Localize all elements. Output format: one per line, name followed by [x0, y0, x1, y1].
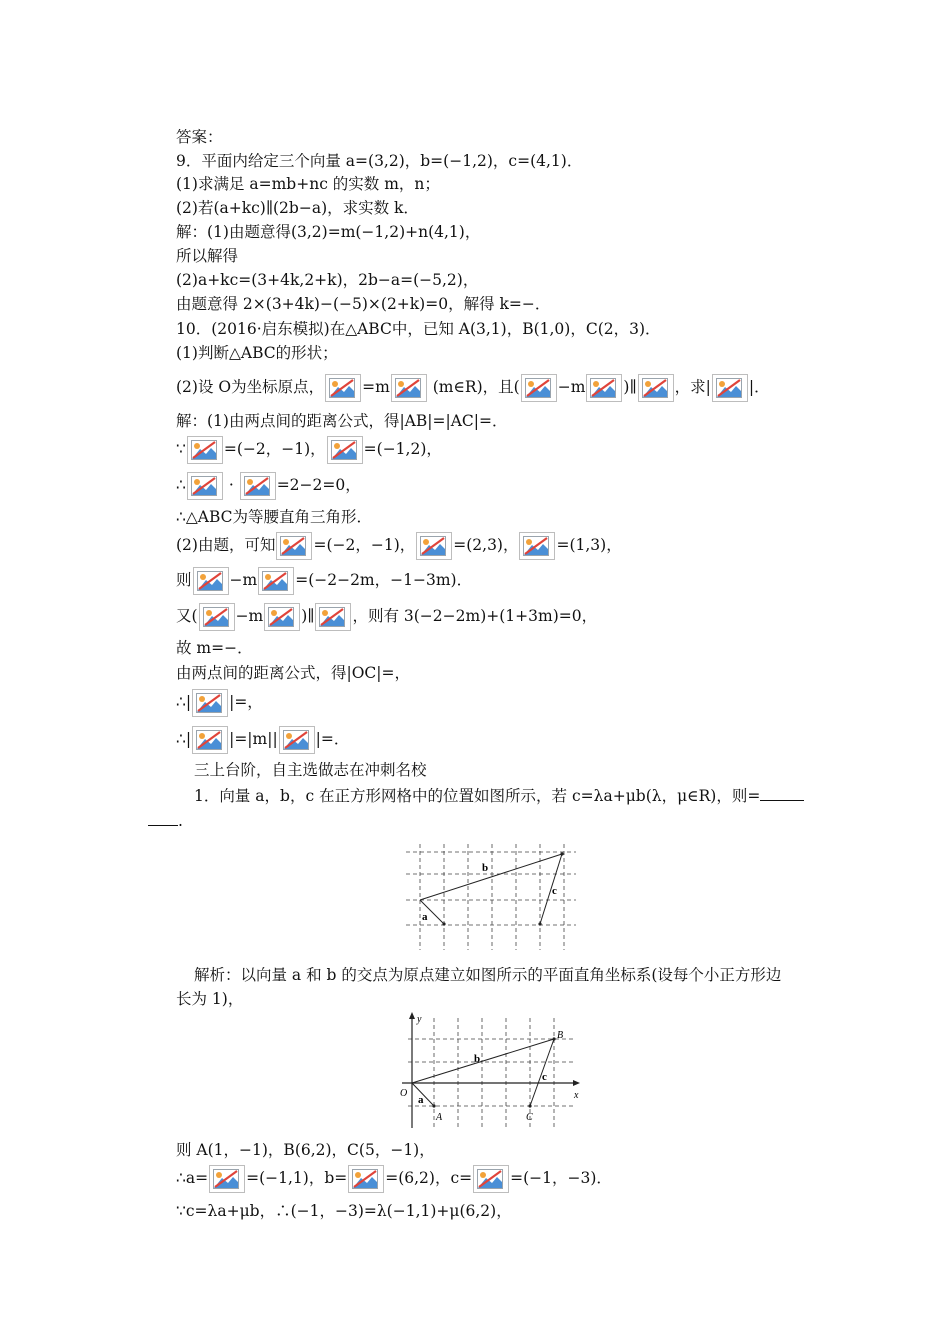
problem-10-part-2: (2)设 O为坐标原点， =m (m∈R)，且( −m )∥ ，求| |． — [176, 374, 770, 402]
vector-image-placeholder — [276, 532, 312, 560]
broken-image-icon — [244, 476, 270, 496]
point-A — [432, 1104, 435, 1107]
solution-9-line-2: 所以解得 — [176, 247, 239, 265]
solution-10-line-7: 又( −m )∥ ，则有 3(−2−2m)+(1+3m)=0， — [176, 603, 597, 631]
vector-b-line — [412, 1039, 554, 1083]
vector-tip — [538, 922, 541, 925]
broken-image-icon — [280, 536, 306, 556]
solution-10-line-6: 则 −m =(−2−2m，−1−3m)． — [176, 567, 472, 595]
vector-image-placeholder — [712, 374, 748, 402]
label-a: a — [418, 1094, 424, 1106]
broken-image-icon — [197, 571, 223, 591]
label-b: b — [482, 862, 489, 874]
vector-image-placeholder — [519, 532, 555, 560]
broken-image-icon — [525, 378, 551, 398]
broken-image-icon — [329, 378, 355, 398]
vector-image-placeholder — [187, 472, 223, 500]
label-O: O — [400, 1088, 408, 1099]
label-y: y — [417, 1014, 422, 1025]
vector-image-placeholder — [327, 436, 363, 464]
vector-image-placeholder — [240, 472, 276, 500]
vector-image-placeholder — [416, 532, 452, 560]
broken-image-icon — [196, 730, 222, 750]
label-x: x — [574, 1090, 579, 1101]
analysis-line-5: ∵c=λa+μb，∴(−1，−3)=λ(−1,1)+μ(6,2)， — [176, 1202, 512, 1220]
broken-image-icon — [590, 378, 616, 398]
analysis-line-1: 解析：以向量 a 和 b 的交点为原点建立如图所示的平面直角坐标系(设每个小正方形边 — [194, 966, 782, 984]
analysis-line-2: 长为 1)， — [176, 990, 244, 1008]
vector-tip — [442, 922, 445, 925]
solution-10-line-4: ∴△ABC为等腰直角三角形． — [176, 508, 373, 526]
solution-10-line-5: (2)由题，可知 =(−2，−1)， =(2,3)， =(1,3)， — [176, 532, 622, 560]
label-B: B — [557, 1030, 564, 1041]
vector-tip — [560, 852, 563, 855]
problem-1-statement: 1．向量 a，b，c 在正方形网格中的位置如图所示，若 c=λa+μb(λ，μ∈R)，则= — [194, 785, 804, 807]
broken-image-icon — [262, 571, 288, 591]
problem-9-statement: 9．平面内给定三个向量 a=(3,2)，b=(−1,2)，c=(4,1)． — [176, 152, 583, 170]
solution-10-line-2: ∵ =(−2，−1)， =(−1,2)， — [176, 436, 442, 464]
label-c: c — [542, 1071, 547, 1083]
label-A: A — [436, 1112, 443, 1123]
y-axis-arrow — [409, 1012, 415, 1019]
broken-image-icon — [352, 1169, 378, 1189]
label-b: b — [474, 1053, 481, 1065]
answer-blank — [148, 811, 178, 826]
solution-9-line-3: (2)a+kc=(3+4k,2+k)，2b−a=(−5,2)， — [176, 271, 479, 289]
vector-image-placeholder — [586, 374, 622, 402]
solution-10-line-11: ∴| |=|m|| |=． — [176, 726, 349, 754]
broken-image-icon — [642, 378, 668, 398]
broken-image-icon — [319, 607, 345, 627]
broken-image-icon — [331, 440, 357, 460]
solution-10-line-8: 故 m=−． — [176, 639, 253, 657]
section-heading: 三上台阶，自主选做志在冲刺名校 — [194, 761, 427, 779]
broken-image-icon — [523, 536, 549, 556]
solution-10-line-3: ∴ · =2−2=0， — [176, 472, 361, 500]
broken-image-icon — [716, 378, 742, 398]
point-B — [552, 1037, 555, 1040]
broken-image-icon — [420, 536, 446, 556]
grid-lines — [408, 1018, 576, 1128]
solution-9-line-1: 解：(1)由题意得(3,2)=m(−1,2)+n(4,1)， — [176, 223, 481, 241]
grid-lines — [406, 844, 576, 950]
broken-image-icon — [477, 1169, 503, 1189]
broken-image-icon — [213, 1169, 239, 1189]
solution-10-line-9: 由两点间的距离公式，得|OC|=， — [176, 664, 410, 682]
vector-image-placeholder — [521, 374, 557, 402]
vector-image-placeholder — [391, 374, 427, 402]
vector-image-placeholder — [348, 1165, 384, 1193]
coordinate-system-figure — [396, 1010, 586, 1132]
solution-10-line-1: 解：(1)由两点间的距离公式，得|AB|=|AC|=． — [176, 412, 508, 430]
vector-image-placeholder — [192, 689, 228, 717]
vector-image-placeholder — [264, 603, 300, 631]
vector-b-line — [420, 854, 562, 900]
solution-9-line-4: 由题意得 2×(3+4k)−(−5)×(2+k)=0，解得 k=−． — [176, 295, 551, 313]
answer-blank — [760, 786, 804, 801]
vector-c-line — [540, 854, 562, 924]
analysis-line-4: ∴a= =(−1,1)，b= =(6,2)，c= =(−1，−3)． — [176, 1165, 612, 1193]
vector-image-placeholder — [187, 436, 223, 464]
vector-image-placeholder — [325, 374, 361, 402]
broken-image-icon — [395, 378, 421, 398]
broken-image-icon — [283, 730, 309, 750]
vector-image-placeholder — [192, 726, 228, 754]
vector-image-placeholder — [258, 567, 294, 595]
point-C — [528, 1104, 531, 1107]
label-C: C — [526, 1112, 533, 1123]
vector-image-placeholder — [279, 726, 315, 754]
analysis-line-3: 则 A(1，−1)，B(6,2)，C(5，−1)， — [176, 1141, 435, 1159]
problem-1-statement-end: . — [148, 810, 183, 832]
broken-image-icon — [203, 607, 229, 627]
broken-image-icon — [268, 607, 294, 627]
vector-image-placeholder — [473, 1165, 509, 1193]
vector-image-placeholder — [199, 603, 235, 631]
broken-image-icon — [196, 693, 222, 713]
problem-10-part-1: (1)判断△ABC的形状； — [176, 344, 338, 362]
label-c: c — [552, 885, 557, 897]
solution-10-line-10: ∴| |=， — [176, 689, 263, 717]
problem-10-statement: 10．(2016·启东模拟)在△ABC中，已知 A(3,1)，B(1,0)，C(2，3)． — [176, 320, 661, 338]
vector-image-placeholder — [638, 374, 674, 402]
problem-9-part-2: (2)若(a+kc)∥(2b−a)，求实数 k． — [176, 199, 419, 217]
vector-grid-figure — [402, 842, 580, 952]
vector-image-placeholder — [209, 1165, 245, 1193]
problem-9-part-1: (1)求满足 a=mb+nc 的实数 m，n； — [176, 175, 440, 193]
x-axis-arrow — [573, 1080, 580, 1086]
vector-image-placeholder — [315, 603, 351, 631]
answer-heading: 答案： — [176, 128, 223, 146]
broken-image-icon — [191, 440, 217, 460]
label-a: a — [422, 911, 428, 923]
broken-image-icon — [191, 476, 217, 496]
vector-image-placeholder — [193, 567, 229, 595]
